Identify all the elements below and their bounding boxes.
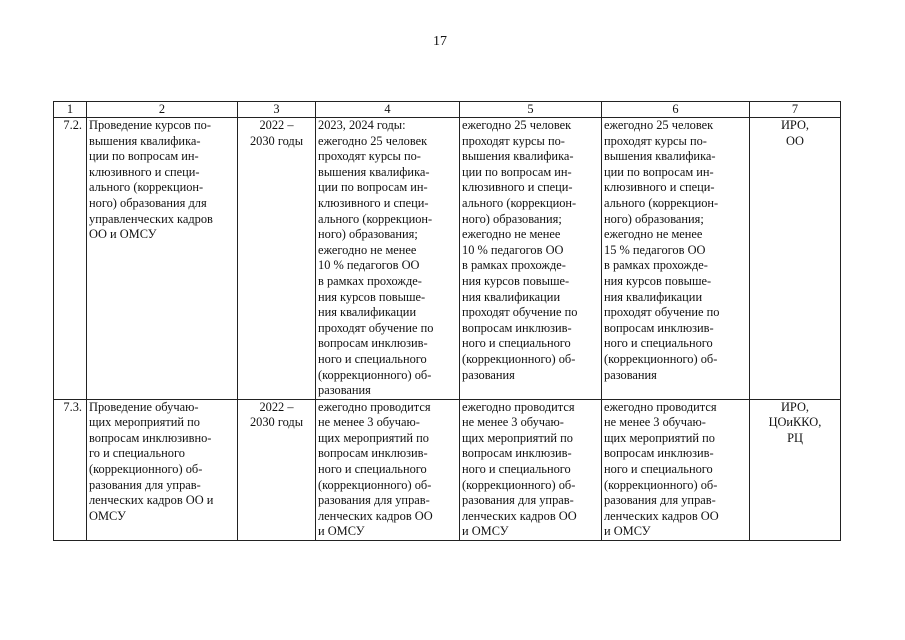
- cell-text-line: и ОМСУ: [462, 524, 509, 539]
- cell-text-line: проходят курсы по-: [604, 133, 707, 148]
- cell-text-line: 2022 –: [259, 399, 294, 414]
- cell-text-line: вопросам инклюзив-: [462, 320, 572, 335]
- cell-text-line: разования: [604, 367, 657, 382]
- cell-text-line: ния квалификации: [318, 305, 417, 320]
- cell-text-line: ного и специального: [462, 336, 571, 351]
- header-col-3: 3: [238, 102, 316, 118]
- header-col-1: 1: [54, 102, 87, 118]
- event-name-cell: [87, 399, 238, 540]
- cell-text-line: ИРО,: [780, 118, 810, 132]
- cell-text-line: ния курсов повыше-: [318, 289, 426, 304]
- cell-text-line: не менее 3 обучаю-: [318, 415, 420, 430]
- table-row: [54, 118, 841, 400]
- cell-text-line: вопросам инклюзив-: [462, 446, 572, 461]
- header-col-6: 6: [602, 102, 750, 118]
- executors-cell: [750, 399, 841, 540]
- cell-text-line: (коррекционного) об-: [89, 462, 203, 477]
- cell-text-line: ежегодно проводится: [318, 399, 431, 414]
- cell-text-line: ежегодно проводится: [604, 399, 717, 414]
- plan-table: [53, 101, 841, 541]
- cell-text-line: (коррекционного) об-: [462, 477, 576, 492]
- cell-text-line: РЦ: [787, 430, 803, 445]
- cell-text-line: ИРО,: [780, 399, 810, 414]
- cell-text-line: проходят курсы по-: [318, 149, 421, 164]
- indicator-col4-cell: [316, 118, 460, 400]
- cell-text-line: вопросам инклюзив-: [604, 446, 714, 461]
- cell-text-line: ежегодно не менее: [604, 227, 703, 242]
- cell-text-line: ОМСУ: [89, 508, 126, 523]
- cell-text-line: управленческих кадров: [89, 211, 213, 226]
- cell-text-line: ленческих кадров ОО: [462, 508, 577, 523]
- cell-text-line: и ОМСУ: [604, 524, 651, 539]
- cell-text-line: разования: [462, 367, 515, 382]
- cell-text-line: ленческих кадров ОО: [604, 508, 719, 523]
- cell-text-line: (коррекционного) об-: [318, 367, 432, 382]
- indicator-col6-cell: [602, 118, 750, 400]
- table-row: [54, 399, 841, 540]
- cell-text-line: ного) образования;: [604, 211, 704, 226]
- cell-text-line: 10 % педагогов ОО: [318, 258, 420, 273]
- cell-text-line: вышения квалифика-: [462, 149, 574, 164]
- cell-text-line: ального (коррекцион-: [604, 195, 719, 210]
- row-number-cell: 7.3.: [54, 399, 87, 540]
- cell-text-line: в рамках прохожде-: [604, 258, 708, 273]
- cell-text-line: ЦОиККО,: [768, 415, 822, 430]
- cell-text-line: вопросам инклюзив-: [604, 320, 714, 335]
- cell-text-line: не менее 3 обучаю-: [604, 415, 706, 430]
- indicator-col6-cell: [602, 399, 750, 540]
- cell-text-line: ного) образования для: [89, 195, 207, 210]
- page-number: 17: [433, 34, 447, 49]
- cell-text-line: ального (коррекцион-: [89, 180, 204, 195]
- cell-text-line: ального (коррекцион-: [318, 211, 433, 226]
- header-col-4: 4: [316, 102, 460, 118]
- cell-text-line: ежегодно 25 человек: [318, 133, 428, 148]
- cell-text-line: Проведение обучаю-: [89, 399, 199, 414]
- cell-text-line: (коррекционного) об-: [604, 477, 718, 492]
- cell-text-line: не менее 3 обучаю-: [462, 415, 564, 430]
- cell-text-line: (коррекционного) об-: [318, 477, 432, 492]
- cell-text-line: (коррекционного) об-: [462, 351, 576, 366]
- executors-cell: [750, 118, 841, 400]
- indicator-col4-cell: [316, 399, 460, 540]
- cell-text-line: разования для управ-: [89, 477, 201, 492]
- cell-text-line: клюзивного и специ-: [318, 195, 429, 210]
- cell-text-line: вышения квалифика-: [604, 149, 716, 164]
- cell-text-line: вопросам инклюзив-: [318, 446, 428, 461]
- cell-text-line: ного и специального: [318, 462, 427, 477]
- cell-text-line: ежегодно не менее: [462, 227, 561, 242]
- cell-text-line: ного) образования;: [318, 227, 418, 242]
- cell-text-line: (коррекционного) об-: [604, 351, 718, 366]
- cell-text-line: проходят курсы по-: [462, 133, 565, 148]
- cell-text-line: разования для управ-: [318, 493, 430, 508]
- indicator-col5-cell: [460, 399, 602, 540]
- cell-text-line: Проведение курсов по-: [89, 118, 211, 132]
- cell-text-line: клюзивного и специ-: [89, 164, 200, 179]
- cell-text-line: и ОМСУ: [318, 524, 365, 539]
- cell-text-line: ции по вопросам ин-: [604, 164, 714, 179]
- cell-text-line: ции по вопросам ин-: [89, 149, 199, 164]
- cell-text-line: го и специального: [89, 446, 185, 461]
- cell-text-line: вопросам инклюзив-: [318, 336, 428, 351]
- period-cell: [238, 399, 316, 540]
- cell-text-line: ного) образования;: [462, 211, 562, 226]
- cell-text-line: ежегодно не менее: [318, 242, 417, 257]
- cell-text-line: ции по вопросам ин-: [318, 180, 428, 195]
- cell-text-line: ного и специального: [462, 462, 571, 477]
- cell-text-line: щих мероприятий по: [89, 415, 200, 430]
- indicator-col5-cell: [460, 118, 602, 400]
- event-name-cell: [87, 118, 238, 400]
- cell-text-line: ОО: [786, 133, 804, 148]
- cell-text-line: ежегодно 25 человек: [462, 118, 572, 132]
- cell-text-line: 15 % педагогов ОО: [604, 242, 706, 257]
- cell-text-line: ния курсов повыше-: [462, 273, 570, 288]
- cell-text-line: ального (коррекцион-: [462, 195, 577, 210]
- cell-text-line: ленческих кадров ОО: [318, 508, 433, 523]
- cell-text-line: ного и специального: [604, 462, 713, 477]
- header-row: [54, 102, 841, 118]
- cell-text-line: 10 % педагогов ОО: [462, 242, 564, 257]
- cell-text-line: 2030 годы: [249, 415, 304, 430]
- cell-text-line: разования: [318, 383, 371, 398]
- cell-text-line: клюзивного и специ-: [462, 180, 573, 195]
- cell-text-line: вопросам инклюзивно-: [89, 430, 212, 445]
- cell-text-line: щих мероприятий по: [604, 430, 715, 445]
- cell-text-line: ОО и ОМСУ: [89, 227, 157, 242]
- cell-text-line: вышения квалифика-: [89, 133, 201, 148]
- cell-text-line: проходят обучение по: [318, 320, 434, 335]
- period-cell: [238, 118, 316, 400]
- cell-text-line: разования для управ-: [462, 493, 574, 508]
- cell-text-line: 2022 –: [259, 118, 294, 132]
- cell-text-line: ции по вопросам ин-: [462, 164, 572, 179]
- cell-text-line: щих мероприятий по: [318, 430, 429, 445]
- cell-text-line: 2030 годы: [249, 133, 304, 148]
- cell-text-line: ния курсов повыше-: [604, 273, 712, 288]
- row-number-cell: 7.2.: [54, 118, 87, 400]
- header-col-7: 7: [750, 102, 841, 118]
- cell-text-line: 2023, 2024 годы:: [318, 118, 406, 132]
- cell-text-line: разования для управ-: [604, 493, 716, 508]
- cell-text-line: клюзивного и специ-: [604, 180, 715, 195]
- header-col-2: 2: [87, 102, 238, 118]
- cell-text-line: вышения квалифика-: [318, 164, 430, 179]
- cell-text-line: в рамках прохожде-: [318, 273, 422, 288]
- cell-text-line: в рамках прохожде-: [462, 258, 566, 273]
- cell-text-line: ежегодно 25 человек: [604, 118, 714, 132]
- cell-text-line: щих мероприятий по: [462, 430, 573, 445]
- cell-text-line: проходят обучение по: [462, 305, 578, 320]
- cell-text-line: ного и специального: [604, 336, 713, 351]
- cell-text-line: ежегодно проводится: [462, 399, 575, 414]
- cell-text-line: ного и специального: [318, 351, 427, 366]
- cell-text-line: ленческих кадров ОО и: [89, 493, 214, 508]
- header-col-5: 5: [460, 102, 602, 118]
- cell-text-line: проходят обучение по: [604, 305, 720, 320]
- cell-text-line: ния квалификации: [462, 289, 561, 304]
- cell-text-line: ния квалификации: [604, 289, 703, 304]
